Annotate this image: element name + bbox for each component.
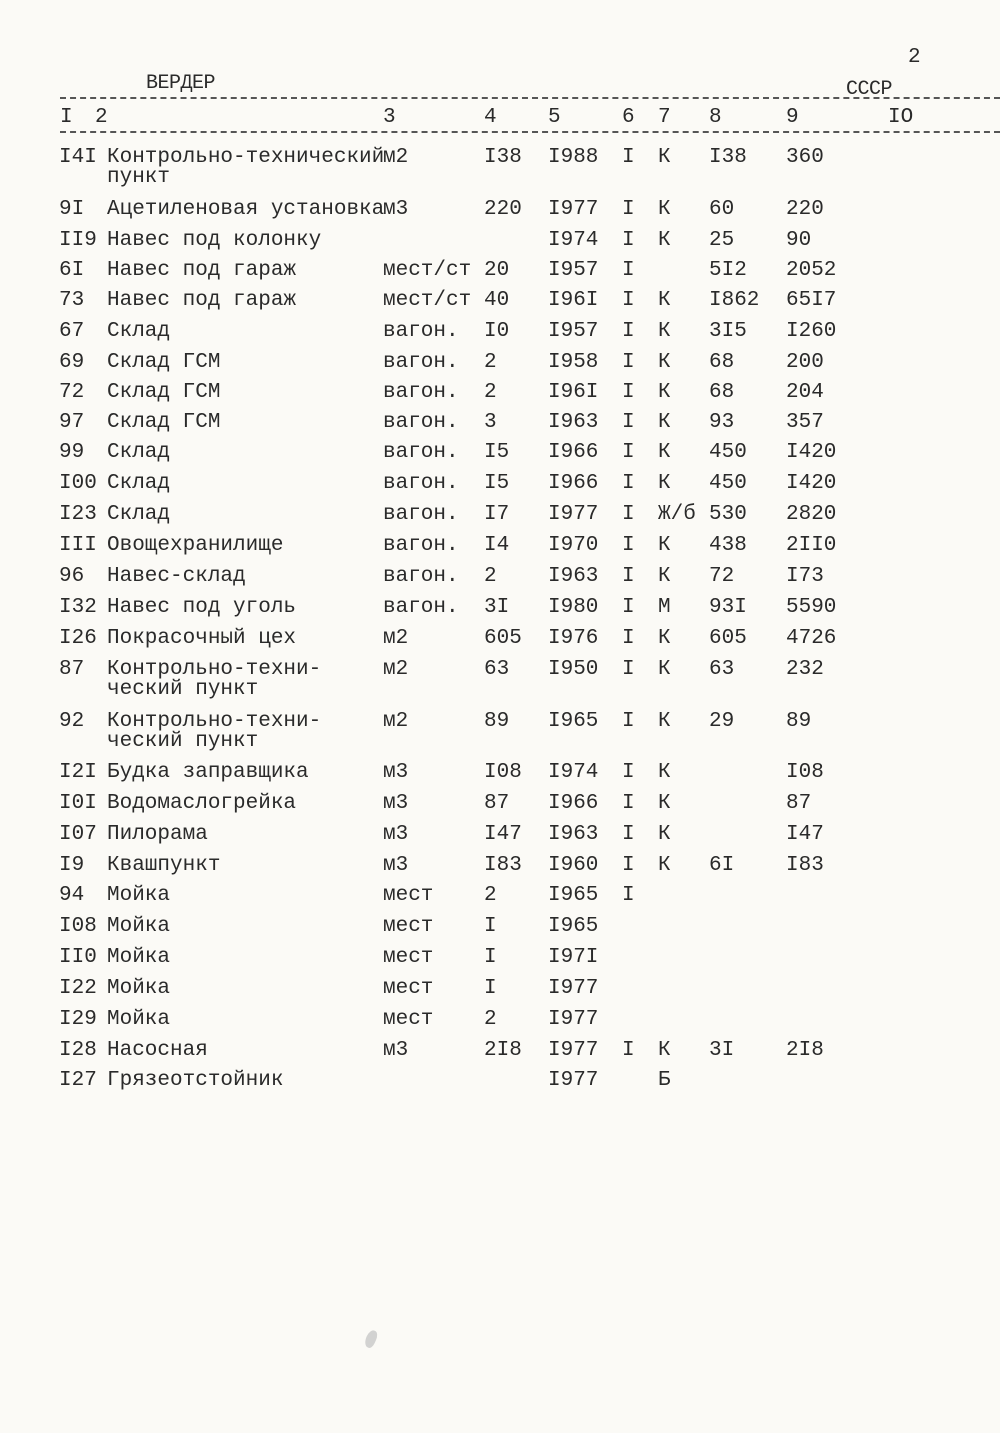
col9-value: 220 (786, 198, 824, 221)
col6-value: I (622, 259, 635, 282)
material: К (658, 792, 671, 815)
object-name-line1: Будка заправщика (107, 761, 309, 784)
material: К (658, 146, 671, 169)
unit: м3 (383, 761, 409, 784)
col6-value: I (622, 441, 635, 464)
row-number: I08 (59, 915, 97, 938)
col8-value: 63 (709, 658, 735, 681)
quantity: 2 (484, 351, 497, 374)
object-name-line1: Склад (107, 320, 171, 343)
unit: вагон. (383, 411, 459, 434)
object-name-line1: Навес-склад (107, 565, 246, 588)
object-name-line1: Контрольно-техни- (107, 658, 322, 681)
row-number: 67 (59, 320, 85, 343)
object-name-line1: Контрольно-техни- (107, 710, 322, 733)
object-name-line2: ческий пункт (107, 678, 259, 701)
quantity: 2 (484, 884, 497, 907)
object-name-line1: Мойка (107, 946, 171, 969)
material: К (658, 710, 671, 733)
material: К (658, 289, 671, 312)
year: I966 (548, 472, 599, 495)
column-header: 4 (484, 106, 497, 129)
row-number: 96 (59, 565, 85, 588)
column-header: 3 (383, 106, 396, 129)
object-name (107, 825, 208, 845)
year: I976 (548, 627, 599, 650)
column-header: I (60, 106, 73, 129)
quantity: I83 (484, 854, 522, 877)
quantity: 2I8 (484, 1039, 522, 1062)
material: К (658, 229, 671, 252)
row-number: 92 (59, 710, 85, 733)
object-name-line1: Склад ГСМ (107, 351, 221, 374)
column-header: 8 (709, 106, 722, 129)
object-name-line1: Грязеотстойник (107, 1069, 284, 1092)
col9-value: 204 (786, 381, 824, 404)
page-number: 2 (908, 46, 921, 69)
col8-value: 25 (709, 229, 735, 252)
object-name (107, 598, 296, 618)
unit: вагон. (383, 503, 459, 526)
unit: м3 (383, 854, 409, 877)
object-name-line2: ческий пункт (107, 730, 259, 753)
header-right-title: СССР (846, 78, 893, 101)
col9-value: 89 (786, 710, 812, 733)
col9-value: 232 (786, 658, 824, 681)
unit: вагон. (383, 596, 459, 619)
quantity: 63 (484, 658, 510, 681)
row-number: I27 (59, 1069, 97, 1092)
col6-value: I (622, 472, 635, 495)
year: I957 (548, 320, 599, 343)
quantity: I47 (484, 823, 522, 846)
col6-value: I (622, 1039, 635, 1062)
unit: вагон. (383, 441, 459, 464)
object-name (107, 413, 220, 433)
col9-value: 357 (786, 411, 824, 434)
object-name-line2: пункт (107, 166, 171, 189)
material: М (658, 596, 671, 619)
unit: вагон. (383, 472, 459, 495)
object-name-line1: Склад (107, 503, 171, 526)
object-name-line1: Насосная (107, 1039, 208, 1062)
col6-value: I (622, 503, 635, 526)
unit: мест/ст (383, 259, 472, 282)
row-number: 94 (59, 884, 85, 907)
object-name (107, 660, 321, 700)
column-header: 9 (786, 106, 799, 129)
year: I977 (548, 503, 599, 526)
col6-value: I (622, 229, 635, 252)
col6-value: I (622, 351, 635, 374)
quantity: 605 (484, 627, 522, 650)
col6-value: I (622, 710, 635, 733)
material: К (658, 854, 671, 877)
col8-value: 72 (709, 565, 735, 588)
col6-value: I (622, 596, 635, 619)
year: I988 (548, 146, 599, 169)
col9-value: 4726 (786, 627, 837, 650)
year: I963 (548, 411, 599, 434)
object-name (107, 443, 170, 463)
unit: вагон. (383, 351, 459, 374)
object-name-line1: Контрольно-технический (107, 146, 385, 169)
unit: вагон. (383, 381, 459, 404)
year: I96I (548, 381, 599, 404)
year: I97I (548, 946, 599, 969)
year: I966 (548, 441, 599, 464)
quantity: 20 (484, 259, 510, 282)
col8-value: I862 (709, 289, 760, 312)
row-number: I28 (59, 1039, 97, 1062)
year: I977 (548, 1069, 599, 1092)
col9-value: 200 (786, 351, 824, 374)
row-number: 69 (59, 351, 85, 374)
col8-value: 5I2 (709, 259, 747, 282)
col6-value: I (622, 823, 635, 846)
col6-value: I (622, 627, 635, 650)
material: К (658, 823, 671, 846)
object-name-line1: Водомаслогрейка (107, 792, 297, 815)
row-number: I07 (59, 823, 97, 846)
col8-value: 93I (709, 596, 747, 619)
object-name (107, 383, 220, 403)
col8-value: 450 (709, 472, 747, 495)
unit: мест/ст (383, 289, 472, 312)
year: I977 (548, 1039, 599, 1062)
object-name-line1: Ацетиленовая установка (107, 198, 385, 221)
unit: м2 (383, 658, 409, 681)
unit: м3 (383, 792, 409, 815)
year: I970 (548, 534, 599, 557)
col6-value: I (622, 411, 635, 434)
year: I963 (548, 823, 599, 846)
material: К (658, 441, 671, 464)
material: К (658, 381, 671, 404)
quantity: I7 (484, 503, 510, 526)
object-name-line1: Склад ГСМ (107, 381, 221, 404)
material: К (658, 565, 671, 588)
year: I965 (548, 915, 599, 938)
col6-value: I (622, 146, 635, 169)
object-name (107, 322, 170, 342)
object-name (107, 1041, 208, 1061)
ink-smudge (363, 1329, 380, 1350)
year: I958 (548, 351, 599, 374)
quantity: 220 (484, 198, 522, 221)
object-name (107, 629, 296, 649)
quantity: I0 (484, 320, 510, 343)
year: I965 (548, 884, 599, 907)
col9-value: 2II0 (786, 534, 837, 557)
year: I977 (548, 977, 599, 1000)
col8-value: 605 (709, 627, 747, 650)
material: К (658, 351, 671, 374)
quantity: 2 (484, 381, 497, 404)
col8-value: 3I (709, 1039, 735, 1062)
row-number: 6I (59, 259, 85, 282)
col6-value: I (622, 565, 635, 588)
object-name-line1: Мойка (107, 884, 171, 907)
column-header: 5 (548, 106, 561, 129)
row-number: I23 (59, 503, 97, 526)
col6-value: I (622, 854, 635, 877)
object-name-line1: Навес под гараж (107, 289, 297, 312)
col9-value: 2052 (786, 259, 837, 282)
year: I980 (548, 596, 599, 619)
row-number: I32 (59, 596, 97, 619)
column-header-divider (60, 131, 1000, 133)
row-number: I2I (59, 761, 97, 784)
row-number: 97 (59, 411, 85, 434)
object-name-line1: Квашпункт (107, 854, 221, 877)
object-name-line1: Пилорама (107, 823, 208, 846)
object-name (107, 856, 220, 876)
year: I977 (548, 198, 599, 221)
row-number: I29 (59, 1008, 97, 1031)
unit: м2 (383, 710, 409, 733)
year: I957 (548, 259, 599, 282)
year: I960 (548, 854, 599, 877)
year: I963 (548, 565, 599, 588)
quantity: 87 (484, 792, 510, 815)
unit: мест (383, 946, 434, 969)
col6-value: I (622, 884, 635, 907)
quantity: 2 (484, 565, 497, 588)
unit: мест (383, 915, 434, 938)
header-left-title: ВЕРДЕР (146, 72, 216, 95)
object-name-line1: Склад ГСМ (107, 411, 221, 434)
object-name-line1: Навес под колонку (107, 229, 322, 252)
col6-value: I (622, 381, 635, 404)
year: I965 (548, 710, 599, 733)
col6-value: I (622, 534, 635, 557)
quantity: I08 (484, 761, 522, 784)
column-header: 7 (658, 106, 671, 129)
col8-value: 68 (709, 381, 735, 404)
column-header: IO (888, 106, 914, 129)
object-name (107, 763, 309, 783)
object-name (107, 536, 283, 556)
object-name (107, 474, 170, 494)
col8-value: 29 (709, 710, 735, 733)
unit: м3 (383, 823, 409, 846)
col6-value: I (622, 761, 635, 784)
quantity: I5 (484, 472, 510, 495)
col6-value: I (622, 658, 635, 681)
object-name (107, 1010, 170, 1030)
year: I974 (548, 761, 599, 784)
col9-value: I83 (786, 854, 824, 877)
col8-value: 68 (709, 351, 735, 374)
object-name (107, 794, 296, 814)
object-name (107, 567, 246, 587)
col9-value: I47 (786, 823, 824, 846)
row-number: 99 (59, 441, 85, 464)
col8-value: 60 (709, 198, 735, 221)
col6-value: I (622, 320, 635, 343)
object-name (107, 353, 220, 373)
col9-value: I420 (786, 441, 837, 464)
object-name-line1: Склад (107, 472, 171, 495)
col9-value: 87 (786, 792, 812, 815)
row-number: I4I (59, 146, 97, 169)
object-name (107, 148, 384, 188)
row-number: II9 (59, 229, 97, 252)
object-name-line1: Покрасочный цех (107, 627, 297, 650)
object-name (107, 1071, 283, 1091)
col9-value: I08 (786, 761, 824, 784)
object-name-line1: Склад (107, 441, 171, 464)
col9-value: 2820 (786, 503, 837, 526)
object-name (107, 261, 296, 281)
material: Б (658, 1069, 671, 1092)
object-name-line1: Овощехранилище (107, 534, 284, 557)
quantity: 3 (484, 411, 497, 434)
quantity: I4 (484, 534, 510, 557)
object-name (107, 917, 170, 937)
col8-value: 530 (709, 503, 747, 526)
quantity: I (484, 977, 497, 1000)
col9-value: 5590 (786, 596, 837, 619)
col8-value: 93 (709, 411, 735, 434)
unit: вагон. (383, 534, 459, 557)
col9-value: I73 (786, 565, 824, 588)
object-name (107, 712, 321, 752)
column-header: 6 (622, 106, 635, 129)
row-number: 9I (59, 198, 85, 221)
material: К (658, 1039, 671, 1062)
col9-value: 2I8 (786, 1039, 824, 1062)
unit: мест (383, 884, 434, 907)
unit: мест (383, 977, 434, 1000)
material: К (658, 534, 671, 557)
row-number: I9 (59, 854, 85, 877)
col8-value: 6I (709, 854, 735, 877)
object-name (107, 979, 170, 999)
row-number: I0I (59, 792, 97, 815)
row-number: III (59, 534, 97, 557)
col8-value: 438 (709, 534, 747, 557)
quantity: I38 (484, 146, 522, 169)
year: I977 (548, 1008, 599, 1031)
object-name-line1: Мойка (107, 1008, 171, 1031)
year: I974 (548, 229, 599, 252)
material: К (658, 761, 671, 784)
object-name-line1: Навес под уголь (107, 596, 297, 619)
quantity: I (484, 946, 497, 969)
material: К (658, 198, 671, 221)
quantity: 2 (484, 1008, 497, 1031)
material: К (658, 411, 671, 434)
col8-value: 3I5 (709, 320, 747, 343)
col6-value: I (622, 198, 635, 221)
row-number: 73 (59, 289, 85, 312)
object-name (107, 200, 384, 220)
material: Ж/б (658, 503, 696, 526)
col6-value: I (622, 289, 635, 312)
quantity: 3I (484, 596, 510, 619)
col8-value: I38 (709, 146, 747, 169)
col9-value: I420 (786, 472, 837, 495)
row-number: II0 (59, 946, 97, 969)
col9-value: I260 (786, 320, 837, 343)
row-number: I26 (59, 627, 97, 650)
object-name-line1: Навес под гараж (107, 259, 297, 282)
quantity: 89 (484, 710, 510, 733)
material: К (658, 658, 671, 681)
quantity: I (484, 915, 497, 938)
unit: м2 (383, 627, 409, 650)
quantity: 40 (484, 289, 510, 312)
material: К (658, 472, 671, 495)
column-header: 2 (95, 106, 108, 129)
col9-value: 65I7 (786, 289, 837, 312)
row-number: I00 (59, 472, 97, 495)
unit: мест (383, 1008, 434, 1031)
header-divider (60, 97, 1000, 99)
object-name (107, 505, 170, 525)
row-number: 87 (59, 658, 85, 681)
col8-value: 450 (709, 441, 747, 464)
unit: м3 (383, 198, 409, 221)
object-name-line1: Мойка (107, 915, 171, 938)
material: К (658, 627, 671, 650)
row-number: 72 (59, 381, 85, 404)
object-name (107, 231, 321, 251)
object-name (107, 291, 296, 311)
row-number: I22 (59, 977, 97, 1000)
unit: вагон. (383, 565, 459, 588)
unit: м2 (383, 146, 409, 169)
quantity: I5 (484, 441, 510, 464)
unit: м3 (383, 1039, 409, 1062)
col9-value: 90 (786, 229, 812, 252)
object-name-line1: Мойка (107, 977, 171, 1000)
unit: вагон. (383, 320, 459, 343)
year: I950 (548, 658, 599, 681)
col9-value: 360 (786, 146, 824, 169)
material: К (658, 320, 671, 343)
object-name (107, 948, 170, 968)
year: I96I (548, 289, 599, 312)
year: I966 (548, 792, 599, 815)
object-name (107, 886, 170, 906)
col6-value: I (622, 792, 635, 815)
